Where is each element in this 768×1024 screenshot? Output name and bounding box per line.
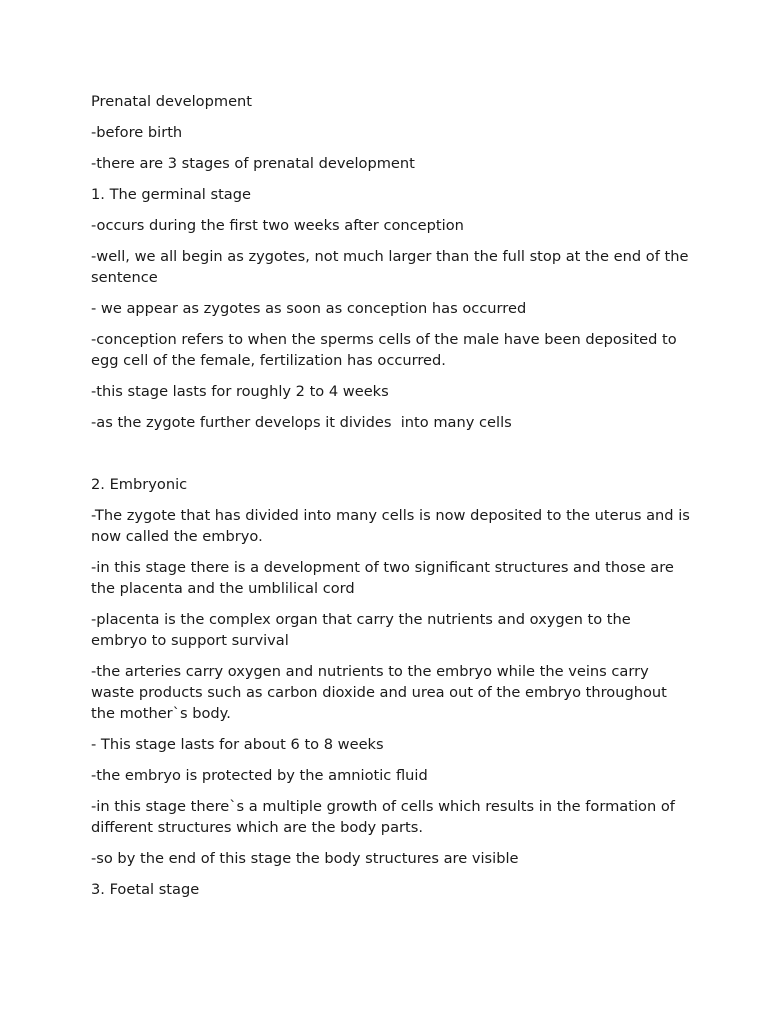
- section-heading: 3. Foetal stage: [91, 881, 200, 898]
- blank-line: [91, 443, 691, 464]
- document-title: Prenatal development: [91, 93, 253, 110]
- paragraph: -the embryo is protected by the amniotic fluid: [91, 767, 428, 784]
- paragraph: -placenta is the complex organ that carry the nutrients and oxygen to the embryo to support survival: [91, 611, 636, 649]
- paragraph: -the arteries carry oxygen and nutrients to the embryo while the veins carry waste products such as carbon dioxide and urea out of the embryo throughout the mother`s body.: [91, 663, 672, 722]
- paragraph: -conception refers to when the sperms cells of the male have been deposited to egg cell of the female, fertilization has occurred.: [91, 331, 682, 369]
- paragraph: -in this stage there is a development of two significant structures and those are the placenta and the umblilical cord: [91, 559, 679, 597]
- document-body: [91, 91, 695, 910]
- paragraph: -in this stage there`s a multiple growth of cells which results in the formation of different structures which are the body parts.: [91, 798, 680, 836]
- paragraph: -The zygote that has divided into many cells is now deposited to the uterus and is now called the embryo.: [91, 507, 695, 545]
- paragraph: - we appear as zygotes as soon as conception has occurred: [91, 300, 527, 317]
- paragraph: - This stage lasts for about 6 to 8 weeks: [91, 736, 384, 753]
- paragraph: -well, we all begin as zygotes, not much larger than the full stop at the end of the sentence: [91, 248, 694, 286]
- section-heading: 2. Embryonic: [91, 476, 188, 493]
- section-heading: 1. The germinal stage: [91, 186, 251, 203]
- paragraph: -so by the end of this stage the body structures are visible: [91, 850, 519, 867]
- paragraph: -occurs during the first two weeks after conception: [91, 217, 464, 234]
- paragraph: -there are 3 stages of prenatal development: [91, 155, 415, 172]
- paragraph: -before birth: [91, 124, 183, 141]
- paragraph: -this stage lasts for roughly 2 to 4 weeks: [91, 383, 389, 400]
- paragraph: -as the zygote further develops it divides into many cells: [91, 414, 512, 431]
